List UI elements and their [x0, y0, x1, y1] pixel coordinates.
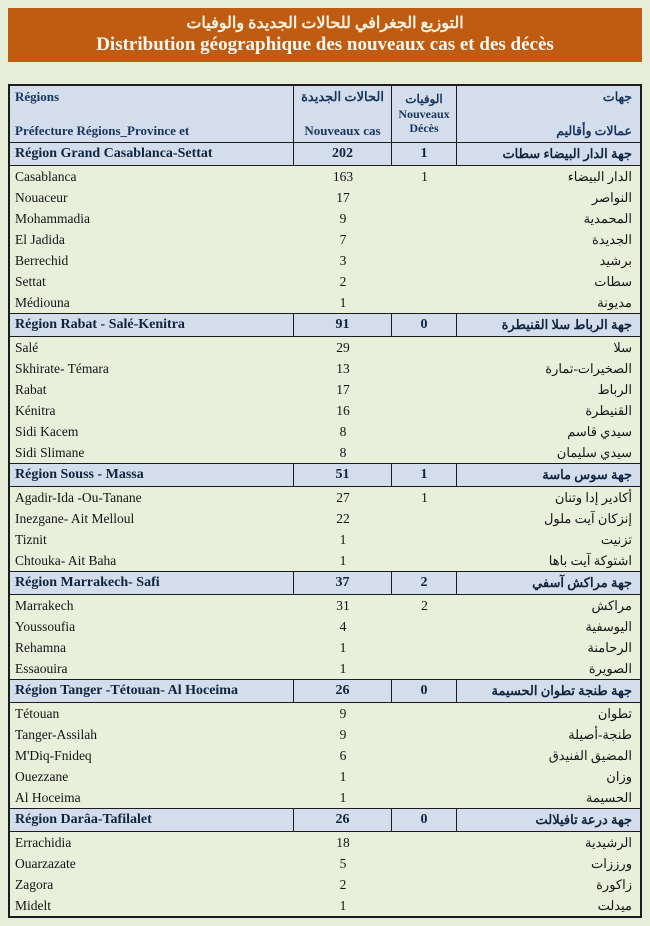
- province-name-ar: طنجة-أصيلة: [568, 727, 632, 742]
- header-regions-arabic-label: جهات: [602, 90, 632, 104]
- province-block: [10, 487, 640, 572]
- header-deaths-french-line2: Décès: [409, 121, 439, 136]
- province-name-fr: Sidi Kacem: [15, 424, 79, 439]
- province-deaths: [392, 358, 457, 379]
- province-deaths: [392, 637, 457, 658]
- header-regions-arabic-cell: [457, 86, 640, 142]
- region-deaths: 0: [392, 680, 457, 702]
- province-row: [10, 208, 640, 229]
- province-name-fr: Nouaceur: [15, 190, 68, 205]
- province-name-ar: أكادير إدا وتنان: [554, 490, 632, 505]
- region-cases: 26: [294, 680, 392, 702]
- province-cases: 3: [339, 253, 347, 268]
- province-row: [10, 358, 640, 379]
- province-cases: 9: [339, 706, 347, 721]
- province-row: [10, 550, 640, 571]
- province-deaths: [392, 874, 457, 895]
- banner-title-french: Distribution géographique des nouveaux cas et des décès: [96, 33, 554, 55]
- province-name-fr: Berrechid: [15, 253, 69, 268]
- region-name-fr: Région Grand Casablanca-Settat: [10, 143, 294, 165]
- province-name-ar: سيدي قاسم: [567, 424, 632, 439]
- header-regions-label: Régions: [15, 89, 60, 104]
- distribution-table: [8, 84, 642, 918]
- province-cases: 17: [336, 190, 350, 205]
- province-deaths: [392, 895, 457, 916]
- province-row: [10, 487, 640, 508]
- province-deaths: [392, 442, 457, 463]
- province-name-fr: El Jadida: [15, 232, 65, 247]
- province-deaths: 2: [421, 598, 428, 613]
- province-cases: 27: [336, 490, 350, 505]
- province-cases: 17: [336, 382, 350, 397]
- province-name-ar: القنيطرة: [585, 403, 632, 418]
- province-name-fr: Al Hoceima: [15, 790, 81, 805]
- province-cases: 1: [339, 532, 347, 547]
- province-name-fr: Médiouna: [15, 295, 70, 310]
- province-row: [10, 766, 640, 787]
- province-cases: 6: [339, 748, 347, 763]
- header-deaths-cell: [392, 86, 457, 142]
- province-deaths: [392, 229, 457, 250]
- region-name-fr: Région Rabat - Salé-Kenitra: [10, 314, 294, 336]
- province-name-fr: Rabat: [15, 382, 47, 397]
- province-deaths: [392, 787, 457, 808]
- province-name-ar: وزان: [606, 769, 632, 784]
- region-name-ar: جهة طنجة تطوان الحسيمة: [491, 683, 632, 698]
- province-row: [10, 658, 640, 679]
- province-name-fr: Essaouira: [15, 661, 68, 676]
- province-row: [10, 745, 640, 766]
- province-row: [10, 421, 640, 442]
- province-name-ar: المحمدية: [583, 211, 632, 226]
- header-provinces-arabic-label: عمالات وأقاليم: [556, 124, 632, 138]
- province-name-ar: الصخيرات-تمارة: [545, 361, 632, 376]
- province-name-fr: Tanger-Assilah: [15, 727, 98, 742]
- province-name-ar: اليوسفية: [585, 619, 632, 634]
- province-deaths: [392, 745, 457, 766]
- province-name-ar: الرشيدية: [585, 835, 632, 850]
- province-deaths: [392, 508, 457, 529]
- province-name-fr: Settat: [15, 274, 46, 289]
- region-row: [10, 572, 640, 595]
- province-name-ar: المضيق الفنيدق: [548, 748, 632, 763]
- region-cases: 26: [294, 809, 392, 831]
- province-name-ar: الرحامنة: [587, 640, 632, 655]
- province-name-fr: Inezgane- Ait Melloul: [15, 511, 135, 526]
- province-deaths: [392, 421, 457, 442]
- province-row: [10, 874, 640, 895]
- region-name-fr: Région Darâa-Tafilalet: [10, 809, 294, 831]
- province-deaths: [392, 400, 457, 421]
- province-deaths: [392, 724, 457, 745]
- province-deaths: [392, 616, 457, 637]
- province-row: [10, 271, 640, 292]
- province-row: [10, 853, 640, 874]
- province-cases: 1: [339, 640, 347, 655]
- region-deaths: 2: [392, 572, 457, 594]
- province-name-ar: الدار البيضاء: [567, 169, 632, 184]
- province-name-ar: سطات: [594, 274, 632, 289]
- province-block: [10, 166, 640, 314]
- province-name-ar: الصويرة: [588, 661, 632, 676]
- province-name-ar: الجديدة: [591, 232, 632, 247]
- province-row: [10, 832, 640, 853]
- province-name-fr: Tétouan: [15, 706, 60, 721]
- province-row: [10, 337, 640, 358]
- province-name-ar: النواصر: [591, 190, 632, 205]
- province-deaths: [392, 250, 457, 271]
- province-row: [10, 703, 640, 724]
- province-block: [10, 337, 640, 464]
- region-name-ar: جهة الرباط سلا القنيطرة: [501, 317, 632, 332]
- province-name-ar: سلا: [613, 340, 632, 355]
- province-row: [10, 637, 640, 658]
- province-name-fr: Skhirate- Témara: [15, 361, 109, 376]
- province-block: [10, 595, 640, 680]
- province-block: [10, 703, 640, 809]
- province-cases: 2: [339, 877, 347, 892]
- province-name-fr: Rehamna: [15, 640, 66, 655]
- province-cases: 8: [339, 424, 347, 439]
- province-name-ar: تطوان: [597, 706, 632, 721]
- province-name-fr: Errachidia: [15, 835, 72, 850]
- region-deaths: 0: [392, 314, 457, 336]
- province-cases: 1: [339, 553, 347, 568]
- province-cases: 1: [339, 769, 347, 784]
- province-name-fr: Casablanca: [15, 169, 77, 184]
- province-name-ar: ورززات: [591, 856, 632, 871]
- region-name-ar: جهة سوس ماسة: [542, 467, 632, 482]
- province-cases: 2: [339, 274, 347, 289]
- province-name-ar: تزنيت: [600, 532, 632, 547]
- province-cases: 1: [339, 898, 347, 913]
- header-deaths-arabic: الوفيات: [405, 92, 443, 107]
- province-name-fr: Youssoufia: [15, 619, 76, 634]
- province-deaths: 1: [421, 490, 428, 505]
- province-name-fr: Midelt: [15, 898, 51, 913]
- province-name-ar: ميدلت: [597, 898, 632, 913]
- province-row: [10, 616, 640, 637]
- region-row: [10, 314, 640, 337]
- header-new-cases-cell: [294, 86, 392, 142]
- province-row: [10, 292, 640, 313]
- province-cases: 9: [339, 727, 347, 742]
- province-row: [10, 250, 640, 271]
- region-name-ar: جهة مراكش آسفي: [532, 575, 632, 590]
- province-deaths: [392, 271, 457, 292]
- province-cases: 31: [336, 598, 350, 613]
- region-row: [10, 680, 640, 703]
- province-deaths: [392, 337, 457, 358]
- province-cases: 9: [339, 211, 347, 226]
- province-deaths: [392, 703, 457, 724]
- region-row: [10, 143, 640, 166]
- province-cases: 1: [339, 661, 347, 676]
- province-name-fr: Sidi Slimane: [15, 445, 85, 460]
- region-row: [10, 464, 640, 487]
- province-cases: 29: [336, 340, 350, 355]
- region-row: [10, 809, 640, 832]
- province-name-fr: M'Diq-Fnideq: [15, 748, 92, 763]
- province-name-ar: مراكش: [591, 598, 632, 613]
- province-row: [10, 529, 640, 550]
- province-deaths: [392, 208, 457, 229]
- province-row: [10, 229, 640, 250]
- province-deaths: 1: [421, 169, 428, 184]
- province-name-ar: برشيد: [599, 253, 632, 268]
- region-name-ar: جهة درعة تافيلالت: [535, 812, 632, 827]
- region-name-fr: Région Marrakech- Safi: [10, 572, 294, 594]
- province-row: [10, 508, 640, 529]
- province-cases: 7: [339, 232, 347, 247]
- province-cases: 4: [339, 619, 347, 634]
- province-deaths: [392, 529, 457, 550]
- province-name-fr: Ouarzazate: [15, 856, 76, 871]
- region-name-ar: جهة الدار البيضاء سطات: [502, 146, 632, 161]
- province-deaths: [392, 658, 457, 679]
- region-name-fr: Région Souss - Massa: [10, 464, 294, 486]
- province-name-ar: الرباط: [597, 382, 632, 397]
- province-cases: 1: [339, 790, 347, 805]
- province-name-fr: Chtouka- Ait Baha: [15, 553, 117, 568]
- province-row: [10, 895, 640, 916]
- province-cases: 1: [339, 295, 347, 310]
- province-row: [10, 166, 640, 187]
- header-prefecture-label: Préfecture Régions_Province et: [15, 123, 190, 138]
- province-name-fr: Tiznit: [15, 532, 47, 547]
- header-new-cases-arabic: الحالات الجديدة: [301, 89, 384, 104]
- province-name-ar: زاكورة: [596, 877, 632, 892]
- province-cases: 18: [336, 835, 350, 850]
- province-cases: 5: [339, 856, 347, 871]
- province-name-ar: مديونة: [597, 295, 632, 310]
- province-deaths: [392, 292, 457, 313]
- region-cases: 91: [294, 314, 392, 336]
- table-body: [10, 143, 640, 916]
- province-row: [10, 379, 640, 400]
- province-name-ar: سيدي سليمان: [556, 445, 632, 460]
- region-name-fr: Région Tanger -Tétouan- Al Hoceima: [10, 680, 294, 702]
- province-row: [10, 724, 640, 745]
- province-cases: 16: [336, 403, 350, 418]
- region-cases: 37: [294, 572, 392, 594]
- province-name-fr: Agadir-Ida -Ou-Tanane: [15, 490, 142, 505]
- province-name-ar: اشتوكة آيت باها: [548, 553, 632, 568]
- province-row: [10, 787, 640, 808]
- region-deaths: 0: [392, 809, 457, 831]
- province-deaths: [392, 550, 457, 571]
- province-name-fr: Ouezzane: [15, 769, 69, 784]
- province-deaths: [392, 187, 457, 208]
- header-new-cases-french: Nouveaux cas: [304, 123, 381, 138]
- province-name-ar: الحسيمة: [586, 790, 632, 805]
- region-cases: 51: [294, 464, 392, 486]
- province-cases: 163: [332, 169, 354, 184]
- province-block: [10, 832, 640, 916]
- province-row: [10, 595, 640, 616]
- province-deaths: [392, 853, 457, 874]
- province-name-ar: إنزكان آيت ملول: [543, 511, 632, 526]
- header-regions-cell: [10, 86, 294, 142]
- table-header-row: [10, 86, 640, 143]
- banner-title-arabic: التوزيع الجغرافي للحالات الجديدة والوفيات: [186, 14, 464, 32]
- province-deaths: [392, 379, 457, 400]
- header-deaths-french-line1: Nouveaux: [398, 106, 450, 121]
- province-cases: 13: [336, 361, 350, 376]
- province-name-fr: Salé: [15, 340, 39, 355]
- region-deaths: 1: [392, 464, 457, 486]
- province-row: [10, 442, 640, 463]
- province-cases: 22: [336, 511, 350, 526]
- province-deaths: [392, 766, 457, 787]
- province-name-fr: Mohammadia: [15, 211, 90, 226]
- province-row: [10, 187, 640, 208]
- region-cases: 202: [294, 143, 392, 165]
- region-deaths: 1: [392, 143, 457, 165]
- title-banner: [8, 8, 642, 62]
- province-cases: 8: [339, 445, 347, 460]
- province-row: [10, 400, 640, 421]
- province-name-fr: Kénitra: [15, 403, 56, 418]
- province-name-fr: Zagora: [15, 877, 54, 892]
- province-deaths: [392, 832, 457, 853]
- province-name-fr: Marrakech: [15, 598, 74, 613]
